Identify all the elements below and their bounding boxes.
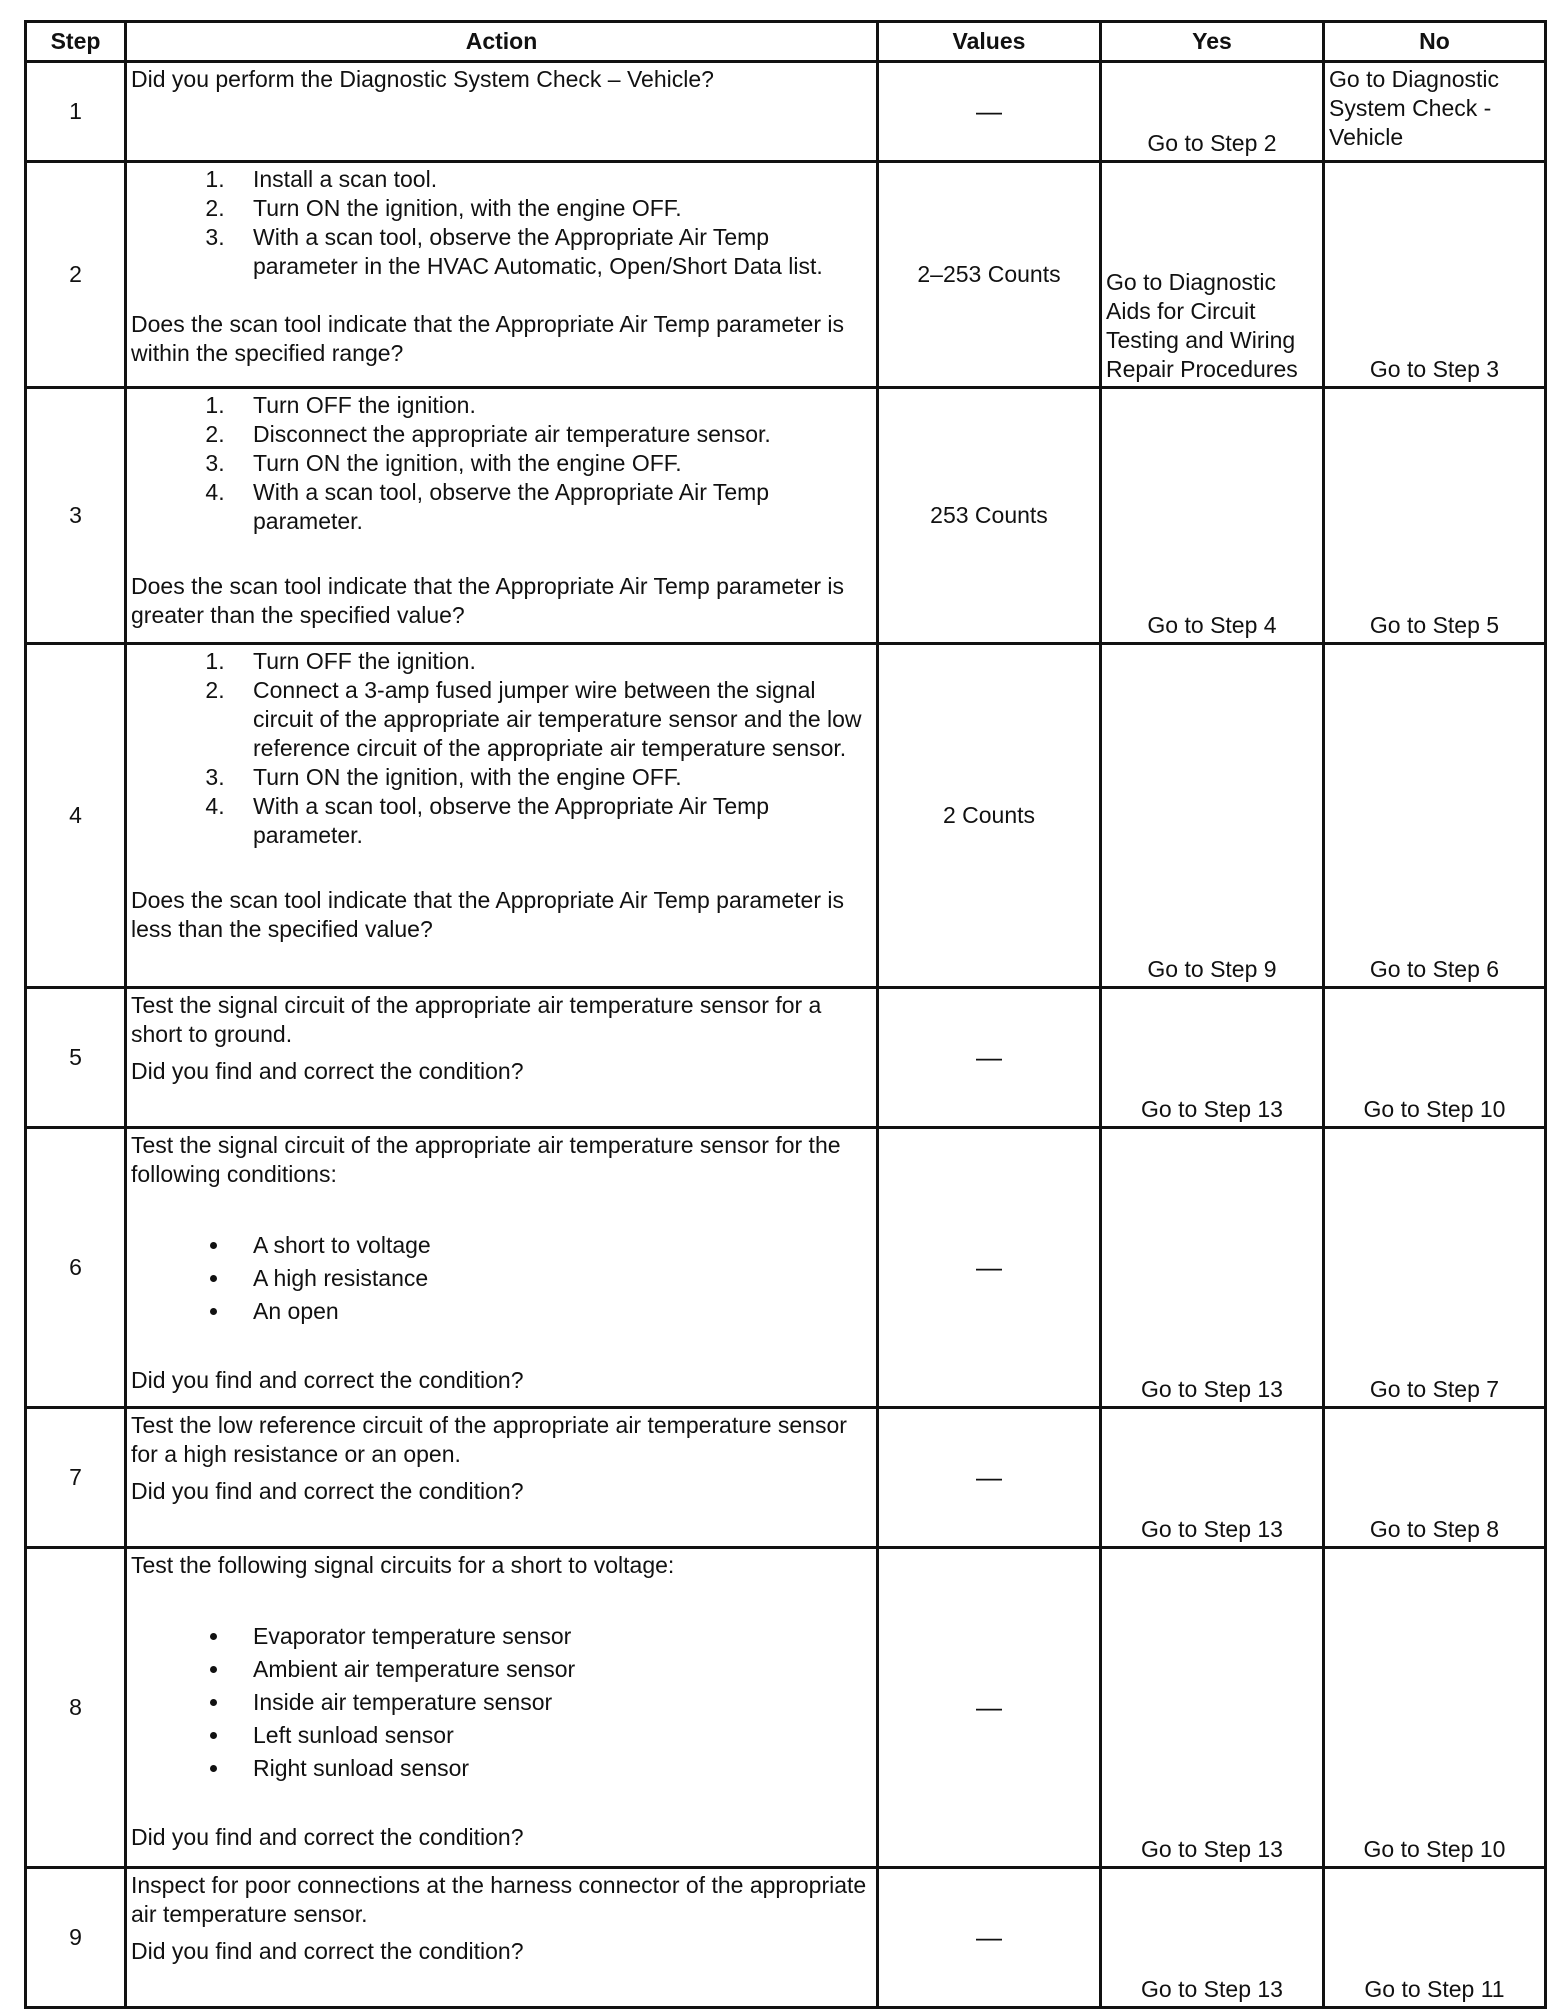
action-text: Test the signal circuit of the appropriate air temperature sensor for the following conditions: — [131, 1132, 841, 1187]
step-number: 5 — [26, 988, 126, 1128]
question-text: Did you find and correct the condition? — [131, 1058, 524, 1084]
header-no: No — [1324, 22, 1546, 62]
procedure-list — [131, 165, 872, 281]
action-cell — [126, 1548, 878, 1868]
action-cell — [126, 1408, 878, 1548]
condition-item: • A short to voltage — [231, 1229, 872, 1262]
header-step: Step — [26, 22, 126, 62]
step-row-2 — [26, 162, 1546, 388]
step-number: 7 — [26, 1408, 126, 1548]
no-cell: Go to Step 5 — [1324, 388, 1546, 644]
step-row-7 — [26, 1408, 1546, 1548]
no-cell: Go to Diagnostic System Check - Vehicle — [1324, 62, 1546, 162]
condition-list — [131, 1229, 872, 1328]
no-cell: Go to Step 7 — [1324, 1128, 1546, 1408]
value-cell: — — [878, 1408, 1101, 1548]
yes-cell: Go to Step 13 — [1101, 988, 1324, 1128]
step-row-5 — [26, 988, 1546, 1128]
action-text: Test the low reference circuit of the appropriate air temperature sensor for a high resistance or an open. — [131, 1412, 847, 1467]
question-text: Does the scan tool indicate that the Appropriate Air Temp parameter is less than the specified value? — [131, 887, 844, 942]
value-cell: 2–253 Counts — [878, 162, 1101, 388]
header-action: Action — [126, 22, 878, 62]
action-cell — [126, 644, 878, 988]
action-cell — [126, 1128, 878, 1408]
yes-cell: Go to Diagnostic Aids for Circuit Testing and Wiring Repair Procedures — [1101, 162, 1324, 388]
action-text: Did you perform the Diagnostic System Check – Vehicle? — [131, 66, 714, 92]
sensor-item: • Evaporator temperature sensor — [231, 1620, 872, 1653]
question-text: Did you find and correct the condition? — [131, 1938, 524, 1964]
sensor-item: • Right sunload sensor — [231, 1752, 872, 1785]
yes-cell: Go to Step 13 — [1101, 1128, 1324, 1408]
question-text: Does the scan tool indicate that the Appropriate Air Temp parameter is within the specified range? — [131, 311, 844, 366]
procedure-step: 3. Turn ON the ignition, with the engine OFF. — [231, 763, 872, 792]
action-cell — [126, 1868, 878, 2008]
step-number: 4 — [26, 644, 126, 988]
no-cell: Go to Step 10 — [1324, 1548, 1546, 1868]
action-text: Test the following signal circuits for a short to voltage: — [131, 1552, 675, 1578]
action-cell — [126, 388, 878, 644]
procedure-step: 1. Install a scan tool. — [231, 165, 872, 194]
step-number: 2 — [26, 162, 126, 388]
procedure-step: 3. With a scan tool, observe the Appropriate Air Temp parameter in the HVAC Automatic, Open/Short Data list. — [231, 223, 872, 281]
action-text: Inspect for poor connections at the harness connector of the appropriate air temperature sensor. — [131, 1872, 867, 1927]
step-number: 3 — [26, 388, 126, 644]
procedure-step: 4. With a scan tool, observe the Appropriate Air Temp parameter. — [231, 478, 872, 536]
no-cell: Go to Step 11 — [1324, 1868, 1546, 2008]
sensor-list — [131, 1620, 872, 1785]
diagnostic-table — [24, 20, 1544, 2009]
value-cell: — — [878, 988, 1101, 1128]
header-yes: Yes — [1101, 22, 1324, 62]
step-row-8 — [26, 1548, 1546, 1868]
procedure-step: 2. Disconnect the appropriate air temperature sensor. — [231, 420, 872, 449]
procedure-list — [131, 391, 872, 536]
value-cell: 2 Counts — [878, 644, 1101, 988]
no-cell: Go to Step 6 — [1324, 644, 1546, 988]
value-cell: — — [878, 1868, 1101, 2008]
yes-cell: Go to Step 13 — [1101, 1548, 1324, 1868]
action-cell — [126, 62, 878, 162]
yes-cell: Go to Step 13 — [1101, 1868, 1324, 2008]
yes-cell: Go to Step 2 — [1101, 62, 1324, 162]
action-cell — [126, 988, 878, 1128]
question-text: Does the scan tool indicate that the Appropriate Air Temp parameter is greater than the specified value? — [131, 573, 844, 628]
procedure-step: 1. Turn OFF the ignition. — [231, 391, 872, 420]
procedure-step: 2. Turn ON the ignition, with the engine OFF. — [231, 194, 872, 223]
action-text: Test the signal circuit of the appropriate air temperature sensor for a short to ground. — [131, 992, 822, 1047]
step-row-3 — [26, 388, 1546, 644]
question-text: Did you find and correct the condition? — [131, 1367, 524, 1393]
sensor-item: • Ambient air temperature sensor — [231, 1653, 872, 1686]
step-number: 8 — [26, 1548, 126, 1868]
step-number: 1 — [26, 62, 126, 162]
question-text: Did you find and correct the condition? — [131, 1824, 524, 1850]
step-row-9 — [26, 1868, 1546, 2008]
no-cell: Go to Step 10 — [1324, 988, 1546, 1128]
step-row-1 — [26, 62, 1546, 162]
value-cell: 253 Counts — [878, 388, 1101, 644]
yes-cell: Go to Step 13 — [1101, 1408, 1324, 1548]
header-values: Values — [878, 22, 1101, 62]
procedure-step: 2. Connect a 3-amp fused jumper wire between the signal circuit of the appropriate air temperature sensor and the low reference circuit of the appropriate air temperature sensor. — [231, 676, 872, 763]
procedure-list — [131, 647, 872, 850]
step-number: 9 — [26, 1868, 126, 2008]
condition-item: • A high resistance — [231, 1262, 872, 1295]
procedure-step: 1. Turn OFF the ignition. — [231, 647, 872, 676]
step-row-6 — [26, 1128, 1546, 1408]
value-cell: — — [878, 1128, 1101, 1408]
condition-item: • An open — [231, 1295, 872, 1328]
no-cell: Go to Step 8 — [1324, 1408, 1546, 1548]
step-row-4 — [26, 644, 1546, 988]
step-number: 6 — [26, 1128, 126, 1408]
procedure-step: 4. With a scan tool, observe the Appropriate Air Temp parameter. — [231, 792, 872, 850]
header-row — [26, 22, 1546, 62]
yes-cell: Go to Step 4 — [1101, 388, 1324, 644]
sensor-item: • Left sunload sensor — [231, 1719, 872, 1752]
value-cell: — — [878, 62, 1101, 162]
procedure-step: 3. Turn ON the ignition, with the engine OFF. — [231, 449, 872, 478]
value-cell: — — [878, 1548, 1101, 1868]
question-text: Did you find and correct the condition? — [131, 1478, 524, 1504]
yes-cell: Go to Step 9 — [1101, 644, 1324, 988]
sensor-item: • Inside air temperature sensor — [231, 1686, 872, 1719]
diagnostic-steps-table — [24, 20, 1547, 2009]
action-cell — [126, 162, 878, 388]
no-cell: Go to Step 3 — [1324, 162, 1546, 388]
